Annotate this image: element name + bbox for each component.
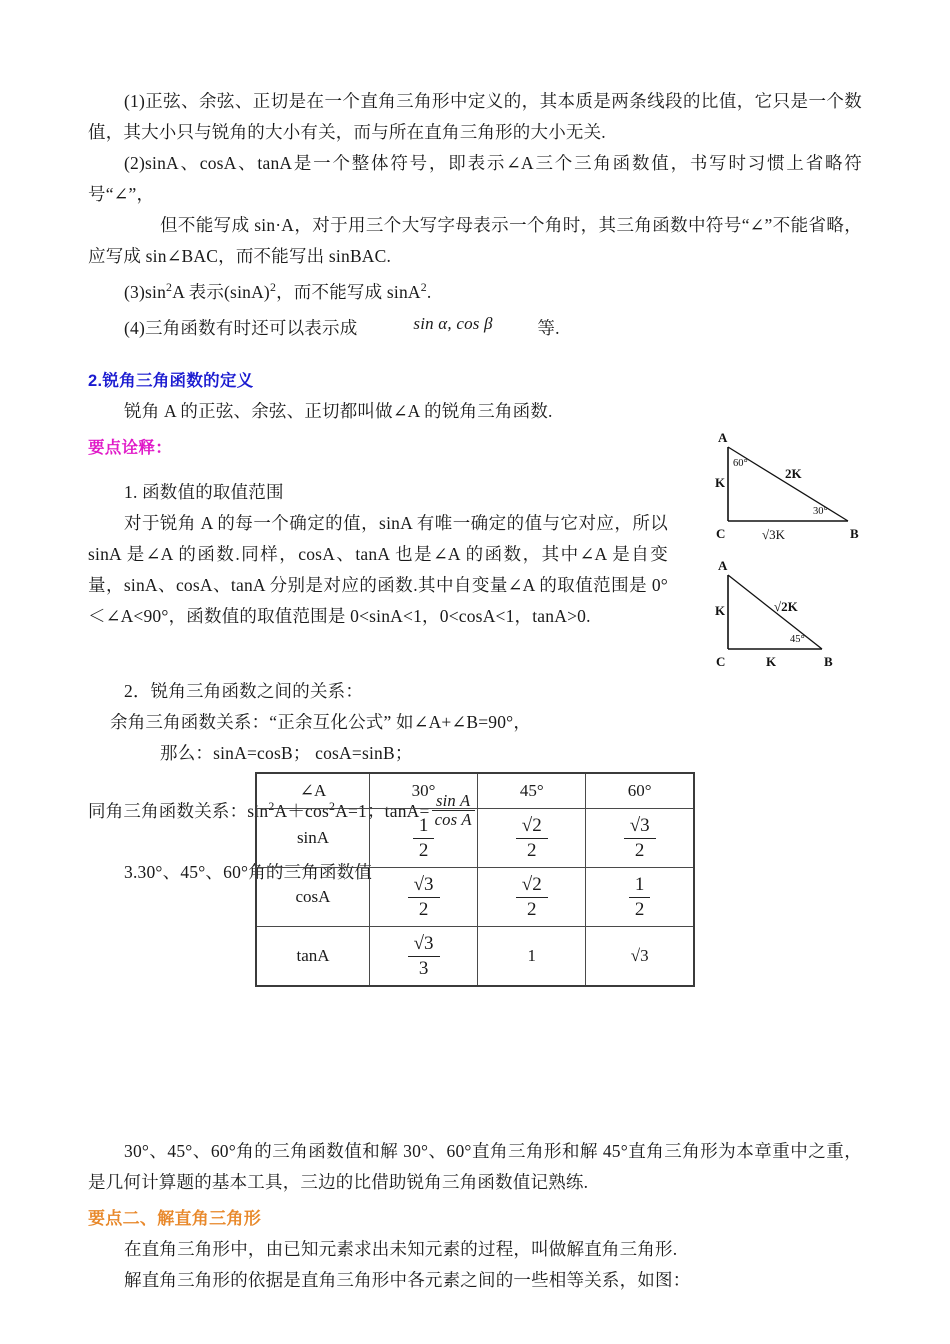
vertex-label-c: C [716,526,726,541]
p4-pre: (4)三角函数有时还可以表示成 [124,317,358,338]
table-header-cell-45: 45° [478,773,586,809]
paragraph-4 [88,308,862,348]
paragraph-2b: 但不能写成 sin·A，对于用三个大写字母表示一个角时，其三角函数中符号“∠”不能省略，应写成 sin∠BAC，而不能写出 sinBAC. [88,215,862,266]
paragraph-1: (1)正弦、余弦、正切是在一个直角三角形中定义的，其本质是两条线段的比值，它只是一个数值，其大小只与锐角的大小有关，而与所在直角三角形的大小无关. [88,91,862,142]
s2l3-sup-1: 2 [268,798,275,813]
document-body [88,86,862,1296]
p3-end: . [426,281,432,302]
row-label-tan: tanA [256,927,370,987]
p3-sup-3: 2 [420,280,427,294]
section-2-title: 2．锐角三角函数之间的关系： [124,680,364,701]
s2l3-pre: 同角三角函数关系：sin [88,800,269,821]
cell-tan-30 [370,927,478,987]
p4-end: 等. [537,317,560,338]
summary-line: 30°、45°、60°角的三角函数值和解 30°、60°直角三角形和解 45°直角三角形为本章重中之重，是几何计算题的基本工具，三边的比借助锐角三角函数值记熟练. [88,1141,862,1193]
sin-alpha-cos-beta-formula: sin α, cos β [413,313,493,333]
vertex-label-b: B [850,526,859,541]
row-label-cos: cosA [256,868,370,927]
trig-values-table-wrapper [255,772,695,987]
fraction [516,815,548,861]
fraction-numerator: 1 [629,874,651,897]
triangle-45-45-90-svg [700,553,870,673]
side-label-k-vertical: K [715,603,726,618]
section-1-title: 1. 函数值的取值范围 [124,481,284,502]
s2l3-mid-2: A=1；tanA= [335,800,430,821]
fraction-numerator: √2 [516,874,548,897]
table-row-cos [256,868,694,927]
fraction-numerator: 1 [413,815,435,838]
cell-sin-45 [478,809,586,868]
fraction-numerator: √3 [408,874,440,897]
fraction-denominator: 2 [634,839,645,861]
fraction-denominator: 2 [418,898,429,920]
fraction [629,874,651,920]
fraction-denominator: 2 [418,839,429,861]
vertex-label-c: C [716,654,726,669]
angle-label-60: 60° [733,458,748,469]
section-2-line-2: 那么：sinA=cosB； cosA=sinB； [160,742,413,763]
side-label-sqrt3k: √3K [762,527,786,542]
side-label-2k: 2K [785,466,802,481]
p3-sup-1: 2 [166,280,173,294]
side-label-k-base: K [766,654,777,669]
heading-acute-trig-definition: 2.锐角三角函数的定义 [88,371,254,390]
section-1-body: 对于锐角 A 的每一个确定的值，sinA 有唯一确定的值与它对应，所以 sinA 是∠A 的函数.同样，cosA、tanA 也是∠A 的函数，其中∠A 是自变量，sinA、cosA、tanA 分别是对应的函数.其中自变量∠A 的取值范围是 0°＜∠A<90°，函数值的取值范围是 0<sinA<1，0<cosA<1，tanA>0. [88,512,668,626]
fraction [408,933,440,979]
triangle-30-60-90-svg [700,425,870,545]
cell-tan-45: 1 [478,927,586,987]
p3-mid-2: ，而不能写成 sinA [276,281,421,302]
fraction-denominator: 2 [634,898,645,920]
cell-tan-60: √3 [586,927,694,987]
solve-line-1: 在直角三角形中，由已知元素求出未知元素的过程，叫做解直角三角形. [124,1239,678,1260]
fraction-numerator: √3 [408,933,440,956]
side-label-k: K [715,475,726,490]
paragraph-3 [88,272,862,308]
fraction [516,874,548,920]
figure-triangle-45-45-90 [700,553,870,673]
vertex-label-b: B [824,654,833,669]
cell-sin-30 [370,809,478,868]
vertex-label-a: A [718,430,728,445]
row-label-sin: sinA [256,809,370,868]
key-points-label: 要点诠释： [88,438,172,457]
s2l3-sup-2: 2 [328,798,336,813]
table-header-cell-30: 30° [370,773,478,809]
side-label-sqrt2k: √2K [774,599,798,614]
angle-label-30: 30° [813,506,828,517]
figure-triangle-30-60-90 [700,425,870,545]
table-header-cell-angle: ∠A [256,773,370,809]
angle-label-45: 45° [790,634,805,645]
paragraph-2a: (2)sinA、cosA、tanA是一个整体符号，即表示∠A三个三角函数值，书写时习惯上省略符号“∠”， [88,153,862,204]
fraction-denominator: 3 [418,957,429,979]
heading-solve-right-triangle: 要点二、解直角三角形 [88,1209,261,1229]
table-header-row [256,773,694,809]
fraction-numerator: √2 [516,815,548,838]
cell-cos-30 [370,868,478,927]
cell-sin-60 [586,809,694,868]
fraction-denominator: 2 [526,839,537,861]
table-row-tan [256,927,694,987]
fraction-denominator: cos A [434,810,472,830]
p3-pre: (3)sin [124,281,167,302]
fraction-denominator: 2 [526,898,537,920]
definition-line: 锐角 A 的正弦、余弦、正切都叫做∠A 的锐角三角函数. [124,400,553,421]
p3-mid: A 表示(sinA) [172,281,270,302]
table-row-sin [256,809,694,868]
table-header-cell-60: 60° [586,773,694,809]
solve-line-2: 解直角三角形的依据是直角三角形中各元素之间的一些相等关系，如图： [124,1270,691,1291]
vertex-label-a: A [718,558,728,573]
fraction [408,874,440,920]
section-3-title: 3.30°、45°、60°角的三角函数值 [124,862,373,883]
cell-cos-60 [586,868,694,927]
trig-values-table [255,772,695,987]
p3-sup-2: 2 [269,280,277,294]
fraction-numerator: sin A [432,792,475,811]
fraction-numerator: √3 [624,815,656,838]
cell-cos-45 [478,868,586,927]
fraction [624,815,656,861]
section-2-line-1: 余角三角函数关系：“正余互化公式” 如∠A+∠B=90°， [110,711,532,732]
fraction [413,815,435,861]
s2l3-mid: A＋cos [274,800,329,821]
